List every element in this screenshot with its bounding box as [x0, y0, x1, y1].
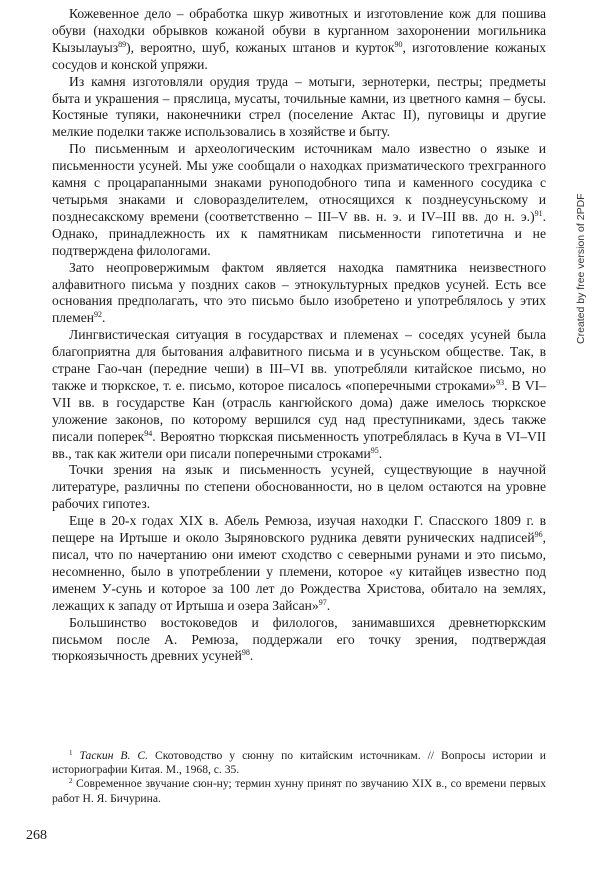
- paragraph-text: . В VI–VII вв. в государстве Кан (отрасль кангюйского дома) даже имелось тюркское уложение законов, по которому вершился суд над преступниками, здесь также писали поперек: [52, 377, 546, 444]
- footnote-ref: 90: [394, 39, 403, 49]
- paragraph-text: , писал, что по начертанию они имеют сходство с северными рунами и это письмо, несомненно, было в употреблении у племени, которое «у китайцев известно под именем У-сунь и которое за 100 лет до Рождества Христова, обитало на землях, лежащих к западу от Иртыша и озера Зайсан»: [52, 530, 546, 613]
- footnote-text: Скотоводство у сюнну по китайским источникам. // Вопросы истории и историографии Китая. М., 1968, с. 35.: [52, 749, 547, 777]
- paragraph-text: .: [378, 445, 383, 461]
- footnote-number: 2: [69, 777, 73, 786]
- footnote-author: Таскин В. С.: [79, 749, 149, 762]
- main-text-block: [52, 6, 546, 665]
- paragraph-text: . Однако, принадлежность их к памятникам письменности гипотетична и не подтверждена филологами.: [52, 208, 546, 258]
- paragraph-text: , изготовление кожаных сосудов и конской упряжи.: [52, 39, 546, 72]
- paragraph-text: Из камня изготовляли орудия труда – мотыги, зернотерки, пестры; предметы быта и украшения – пряслица, мусаты, точильные камни, из цветного камня – бусы. Костяные тупяки, наконечники стрел (поселение Актас II), пуговицы и другие мелкие поделки также использовались в хозяйстве и быту.: [52, 73, 546, 140]
- page-number: 268: [26, 828, 47, 843]
- side-watermark: [575, 184, 591, 344]
- paragraph-viewpoints: [52, 462, 546, 513]
- paragraph-remusat: [52, 513, 546, 614]
- footnote-ref: 92: [94, 310, 103, 320]
- paragraph-language-writing: [52, 141, 546, 259]
- side-watermark-text: Created by free version of 2PDF: [575, 193, 587, 344]
- paragraph-text: .: [326, 597, 331, 613]
- paragraph-text: Большинство востоковедов и филологов, занимавшихся древнетюркским письмом после А. Ремюза, поддержали его точку зрения, подтверждая тюркоязычность древних усуней: [52, 614, 546, 664]
- paragraph-text: Точки зрения на язык и письменность усуней, существующие в научной литературе, различны по степени обоснованности, но в целом остаются на уровне рабочих гипотез.: [52, 462, 546, 512]
- footnote-number: 1: [69, 749, 73, 757]
- paragraph-text: ), вероятно, шуб, кожаных штанов и курток: [126, 39, 395, 55]
- footnote-ref: 98: [241, 648, 250, 658]
- footnote-ref: 89: [118, 39, 127, 49]
- footnote-ref: 96: [534, 530, 543, 540]
- paragraph-saka-alphabet: [52, 260, 546, 328]
- footnote-text: Современное звучание сюн-ну; термин хунну принят по звучанию XIX в., со времени первых работ Н. Я. Бичурина.: [52, 777, 546, 805]
- paragraph-text: . Вероятно тюркская письменность употреблялась в Куча в VI–VII вв., так как жители ори писали поперечными строками: [52, 428, 546, 461]
- paragraph-text: Зато неопровержимым фактом является находка памятника неизвестного алфавитного письма у поздних саков – этнокультурных предков усуней. Есть все основания предполагать, что это письмо было изобретено и употреблялось у этих племен: [52, 259, 546, 326]
- footnote-ref: 95: [370, 445, 379, 455]
- footnote-ref: 97: [318, 597, 327, 607]
- paragraph-leatherwork: [52, 6, 546, 74]
- footnote-1: [52, 749, 546, 777]
- footnote-ref: 91: [534, 208, 543, 218]
- paragraph-linguistic-situation: [52, 327, 546, 462]
- footnote-ref: 93: [496, 377, 505, 387]
- footnote-ref: 94: [144, 428, 153, 438]
- paragraph-orientalists: [52, 615, 546, 666]
- paragraph-text: .: [249, 648, 254, 664]
- footnotes-section: [52, 749, 546, 806]
- paragraph-text: Лингвистическая ситуация в государствах и племенах – соседях усуней была благоприятна для бытования алфавитного письма и в усуньском обществе. Так, в стране Гао-чан (передние чеши) в III–VI вв. употребляли китайское письмо, но также и тюркское, т. е. письмо, которое писалось «поперечными строками»: [52, 327, 546, 393]
- paragraph-stone-tools: [52, 74, 546, 142]
- paragraph-text: Еще в 20-х годах XIX в. Абель Ремюза, изучая находки Г. Спасского 1809 г. в пещере на Иртыше и около Зыряновского рудника девяти рунических надписей: [52, 513, 546, 546]
- paragraph-text: .: [102, 310, 106, 326]
- paragraph-text: Кожевенное дело – обработка шкур животных и изготовление кож для пошива обуви (находки обрывков кожаной обуви в курганном захоронении могильника Кызылауыз: [52, 6, 546, 55]
- paragraph-text: По письменным и археологическим источникам мало известно о языке и письменности усуней. Мы уже сообщали о находках призматического трехгранного камня с процарапанными знаками руноподобного типа и каменного сосудика с четырьмя знаками и словоразделителем, относящихся к позднеусуньскому и позднесакскому времени (соответственно – III–V вв. н. э. и IV–III вв. до н. э.): [52, 141, 546, 224]
- footnote-2: [52, 777, 546, 805]
